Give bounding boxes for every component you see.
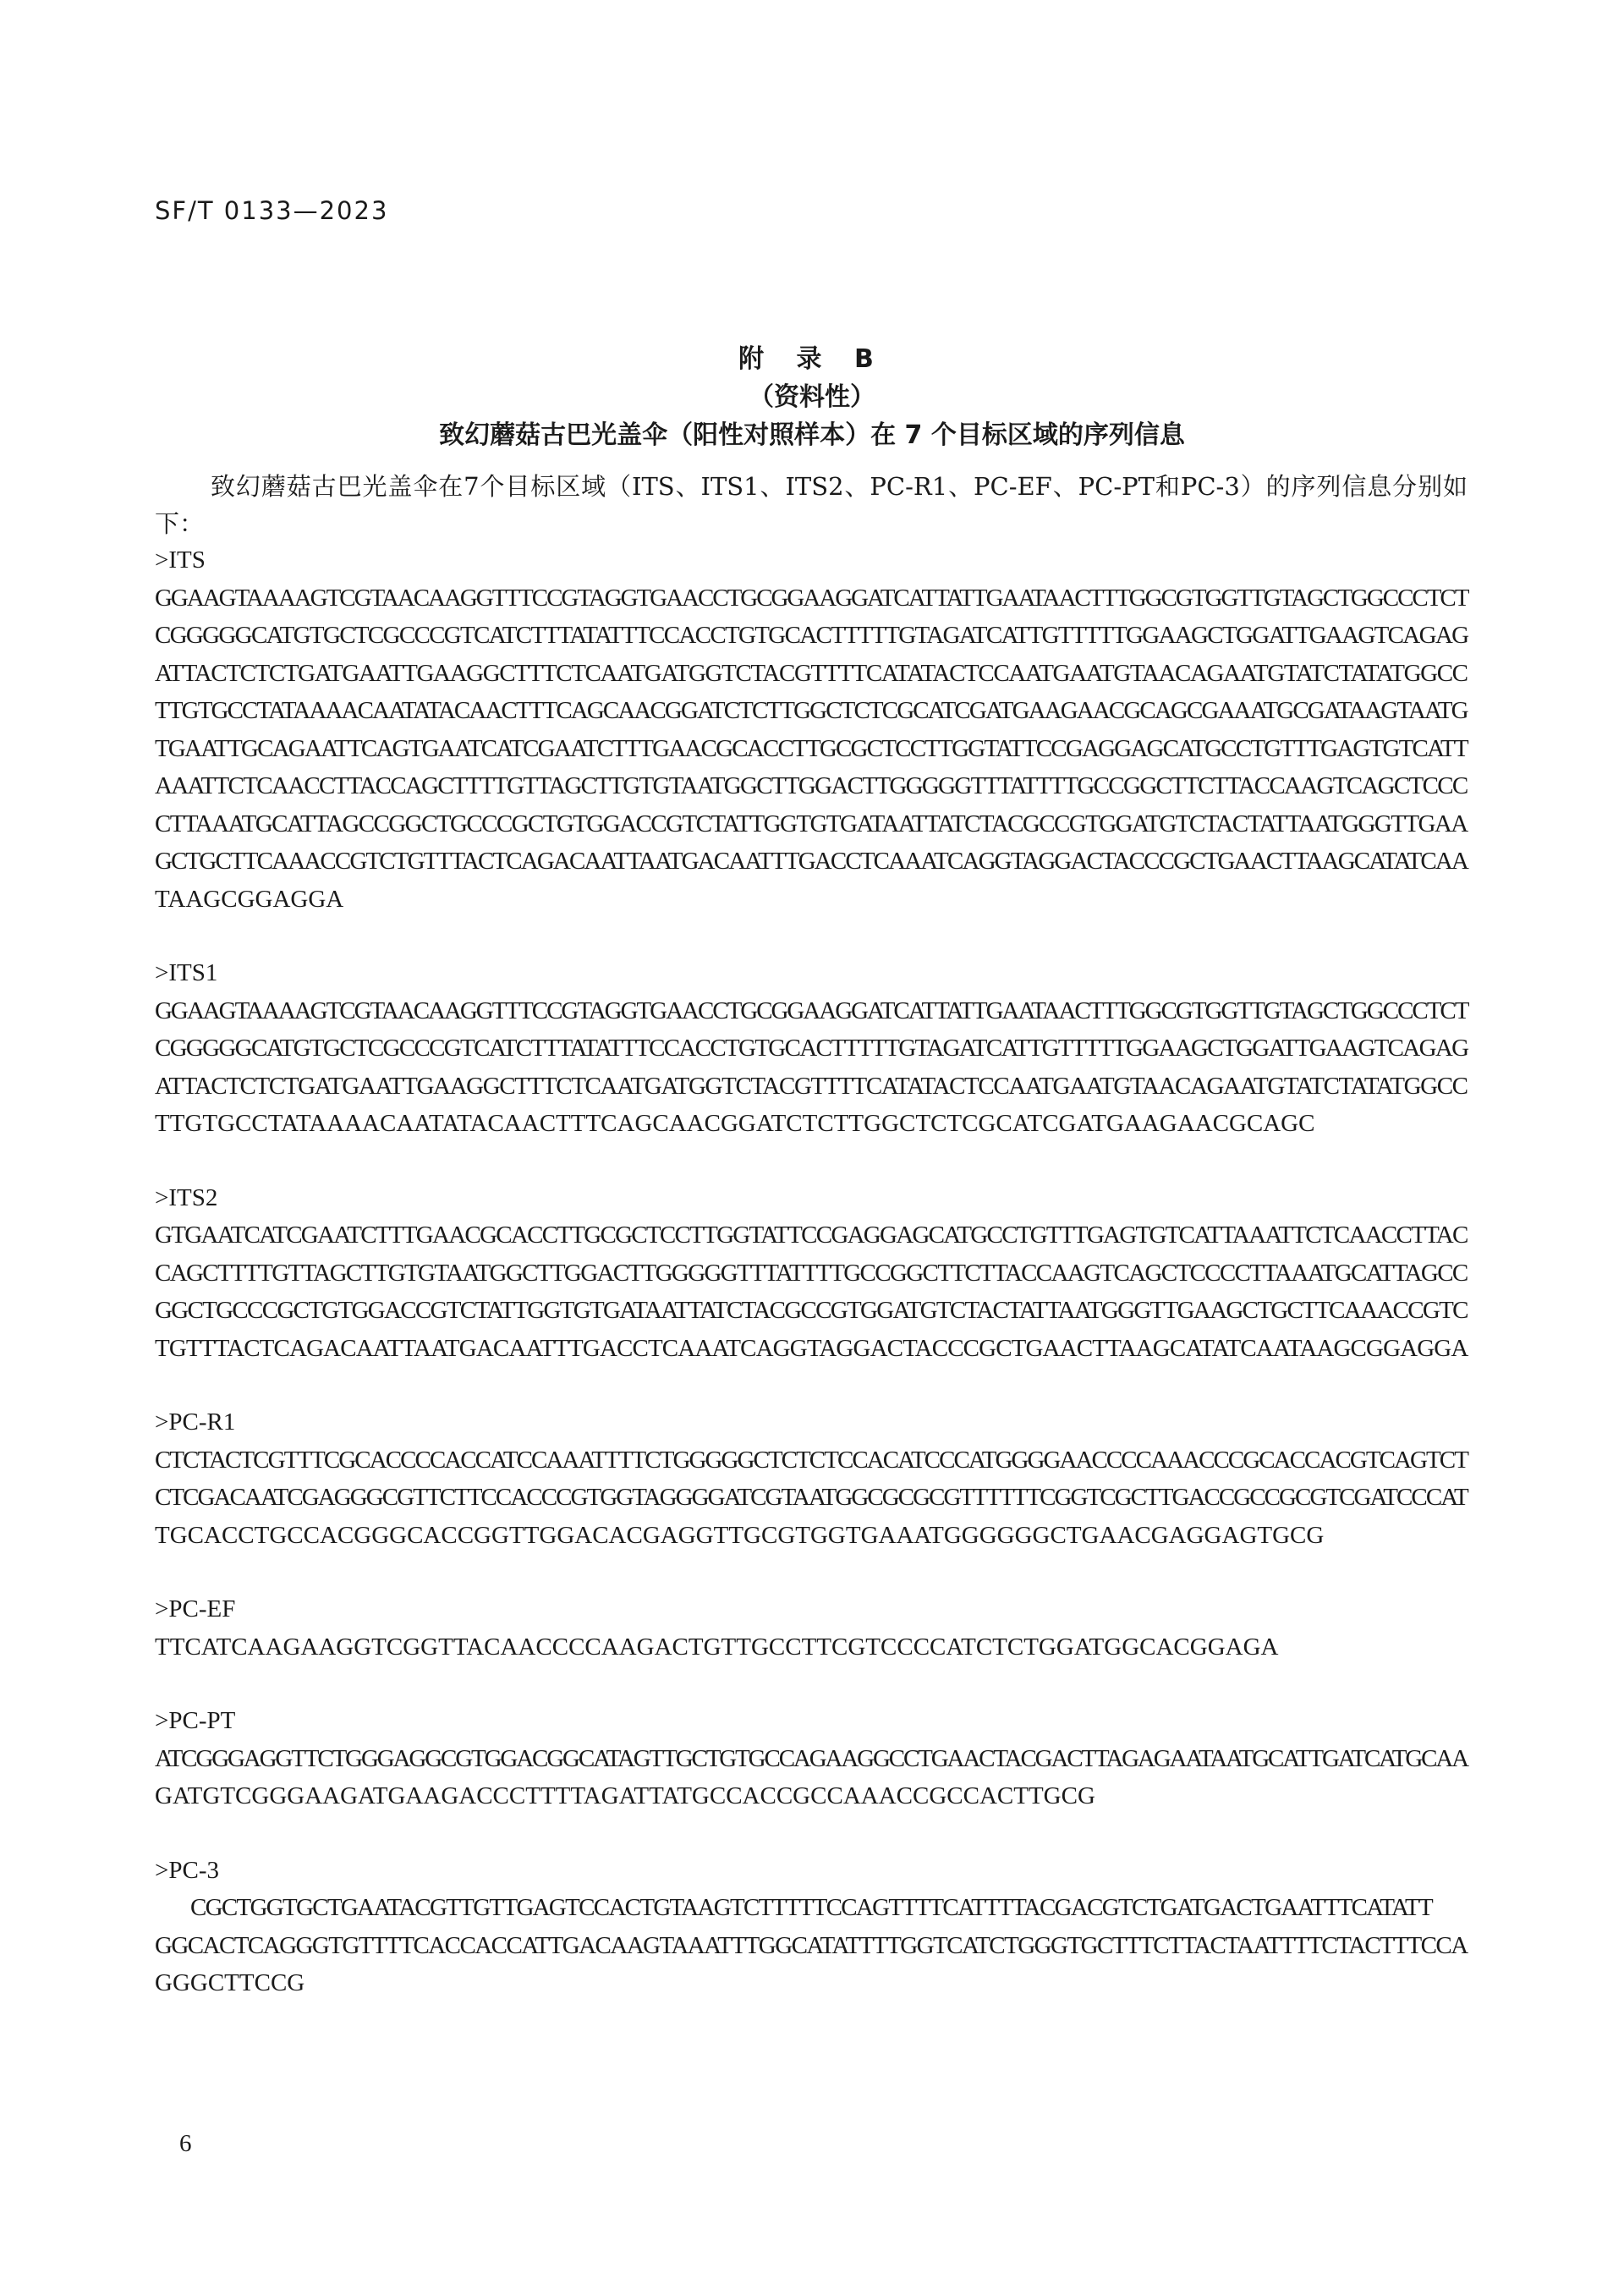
sequence-line: GGAAGTAAAAGTCGTAACAAGGTTTCCGTAGGTGAACCTGCGGAAGGATCATTATTGAATAACTTTGGCGTGGTTGTAGCTGGCCCTCT (155, 997, 1468, 1024)
sequence-label: >PC-3 (155, 1856, 219, 1884)
sequence-line: GGAAGTAAAAGTCGTAACAAGGTTTCCGTAGGTGAACCTGCGGAAGGATCATTATTGAATAACTTTGGCGTGGTTGTAGCTGGCCCTCT (155, 584, 1468, 612)
sequence-line: TGAATTGCAGAATTCAGTGAATCATCGAATCTTTGAACGCACCTTGCGCTCCTTGGTATTCCGAGGAGCATGCCTGTTTGAGTGTCATT (155, 734, 1468, 762)
sequence-block (155, 1403, 1468, 1554)
sequence-line: CAGCTTTTGTTAGCTTGTGTAATGGCTTGGACTTGGGGGTTTATTTTGCCGGCTTCTTACCAAGTCAGCTCCCCTTAAATGCATTAGCC (155, 1259, 1468, 1287)
sequence-line: CTTAAATGCATTAGCCGGCTGCCCGCTGTGGACCGTCTATTGGTGTGATAATTATCTACGCCGTGGATGTCTACTATTAATGGGTTGAA (155, 810, 1468, 837)
sequence-line: CTCGACAATCGAGGGCGTTCTTCCACCCGTGGTAGGGGATCGTAATGGCGCGCGTTTTTTCGGTCGCTTGACCGCCGCGTCGATCCCAT (155, 1484, 1468, 1511)
page-number: 6 (179, 2130, 192, 2157)
sequence-label: >PC-EF (155, 1595, 236, 1622)
sequence-line: GGGCTTCCG (155, 1969, 305, 1996)
sequence-line: TTGTGCCTATAAAACAATATACAACTTTCAGCAACGGATCTCTTGGCTCTCGCATCGATGAAGAACGCAGCGAAATGCGATAAGTAATG (155, 697, 1468, 724)
appendix-title (0, 340, 1624, 454)
sequence-block (155, 1179, 1468, 1368)
document-code: SF/T 0133—2023 (155, 196, 389, 225)
sequence-line: TTCATCAAGAAGGTCGGTTACAACCCCAAGACTGTTGCCTTCGTCCCCATCTCTGGATGGCACGGAGA (155, 1633, 1279, 1661)
sequence-line: ATTACTCTCTGATGAATTGAAGGCTTTCTCAATGATGGTCTACGTTTTCATATACTCCAATGAATGTAACAGAATGTATCTATATGGCC (155, 1072, 1468, 1100)
sequence-label: >ITS (155, 546, 206, 574)
sequence-line: GGCTGCCCGCTGTGGACCGTCTATTGGTGTGATAATTATCTACGCCGTGGATGTCTACTATTAATGGGTTGAAGCTGCTTCAAACCGTC (155, 1297, 1468, 1324)
sequence-line: GATGTCGGGAAGATGAAGACCCTTTTAGATTATGCCACCGCCAAACCGCCACTTGCG (155, 1782, 1095, 1809)
appendix-type: （资料性） (749, 382, 875, 412)
sequence-line: TGCACCTGCCACGGGCACCGGTTGGACACGAGGTTGCGTGGTGAAATGGGGGGCTGAACGAGGAGTGCG (155, 1521, 1325, 1549)
sequence-block (155, 1852, 1468, 2002)
sequence-line: CGGGGGCATGTGCTCGCCCGTCATCTTTATATTTCCACCTGTGCACTTTTTGTAGATCATTGTTTTTGGAAGCTGGATTGAAGTCAGAG (155, 622, 1468, 649)
intro-paragraph: 致幻蘑菇古巴光盖伞在7个目标区域（ITS、ITS1、ITS2、PC-R1、PC-EF、PC-PT和PC-3）的序列信息分别如下： (155, 472, 1468, 538)
sequence-line: TAAGCGGAGGA (155, 885, 344, 913)
sequence-label: >PC-PT (155, 1707, 236, 1734)
sequence-line: ATCGGGAGGTTCTGGGAGGCGTGGACGGCATAGTTGCTGTGCCAGAAGGCCTGAACTACGACTTAGAGAATAATGCATTGATCATGCAA (155, 1744, 1468, 1772)
sequence-label: >PC-R1 (155, 1408, 236, 1436)
sequence-line: GCTGCTTCAAACCGTCTGTTTACTCAGACAATTAATGACAATTTGACCTCAAATCAGGTAGGACTACCCGCTGAACTTAAGCATATCAA (155, 848, 1468, 875)
sequence-line: CTCTACTCGTTTCGCACCCCACCATCCAAATTTTCTGGGGGCTCTCTCCACATCCCATGGGGAACCCCAAACCCGCACCACGTCAGTCT (155, 1446, 1468, 1474)
sequence-block (155, 541, 1468, 918)
appendix-label: 附 录 B (738, 344, 886, 374)
sequence-line: TTGTGCCTATAAAACAATATACAACTTTCAGCAACGGATCTCTTGGCTCTCGCATCGATGAAGAACGCAGC (155, 1110, 1315, 1137)
sequence-line: CGCTGGTGCTGAATACGTTGTTGAGTCCACTGTAAGTCTTTTTCCAGTTTTCATTTTACGACGTCTGATGACTGAATTTCATATT (190, 1894, 1432, 1921)
sequence-block (155, 1702, 1468, 1815)
appendix-heading: 致幻蘑菇古巴光盖伞（阳性对照样本）在 7 个目标区域的序列信息 (439, 420, 1185, 450)
sequence-line: AAATTCTCAACCTTACCAGCTTTTGTTAGCTTGTGTAATGGCTTGGACTTGGGGGTTTATTTTGCCGGCTTCTTACCAAGTCAGCTCCC (155, 772, 1468, 799)
sequence-list (155, 541, 1468, 2039)
sequence-line: CGGGGGCATGTGCTCGCCCGTCATCTTTATATTTCCACCTGTGCACTTTTTGTAGATCATTGTTTTTGGAAGCTGGATTGAAGTCAGAG (155, 1035, 1468, 1062)
sequence-block (155, 1590, 1468, 1666)
sequence-label: >ITS2 (155, 1183, 218, 1211)
sequence-label: >ITS1 (155, 959, 218, 986)
sequence-line: GTGAATCATCGAATCTTTGAACGCACCTTGCGCTCCTTGGTATTCCGAGGAGCATGCCTGTTTGAGTGTCATTAAATTCTCAACCTTAC (155, 1222, 1468, 1249)
sequence-line: GGCACTCAGGGTGTTTTCACCACCATTGACAAGTAAATTTGGCATATTTTGGTCATCTGGGTGCTTTCTTACTAATTTTCTACTTTCCA (155, 1931, 1468, 1959)
sequence-block (155, 954, 1468, 1143)
sequence-line: TGTTTACTCAGACAATTAATGACAATTTGACCTCAAATCAGGTAGGACTACCCGCTGAACTTAAGCATATCAATAAGCGGAGGA (155, 1334, 1468, 1362)
sequence-line: ATTACTCTCTGATGAATTGAAGGCTTTCTCAATGATGGTCTACGTTTTCATATACTCCAATGAATGTAACAGAATGTATCTATATGGCC (155, 659, 1468, 687)
